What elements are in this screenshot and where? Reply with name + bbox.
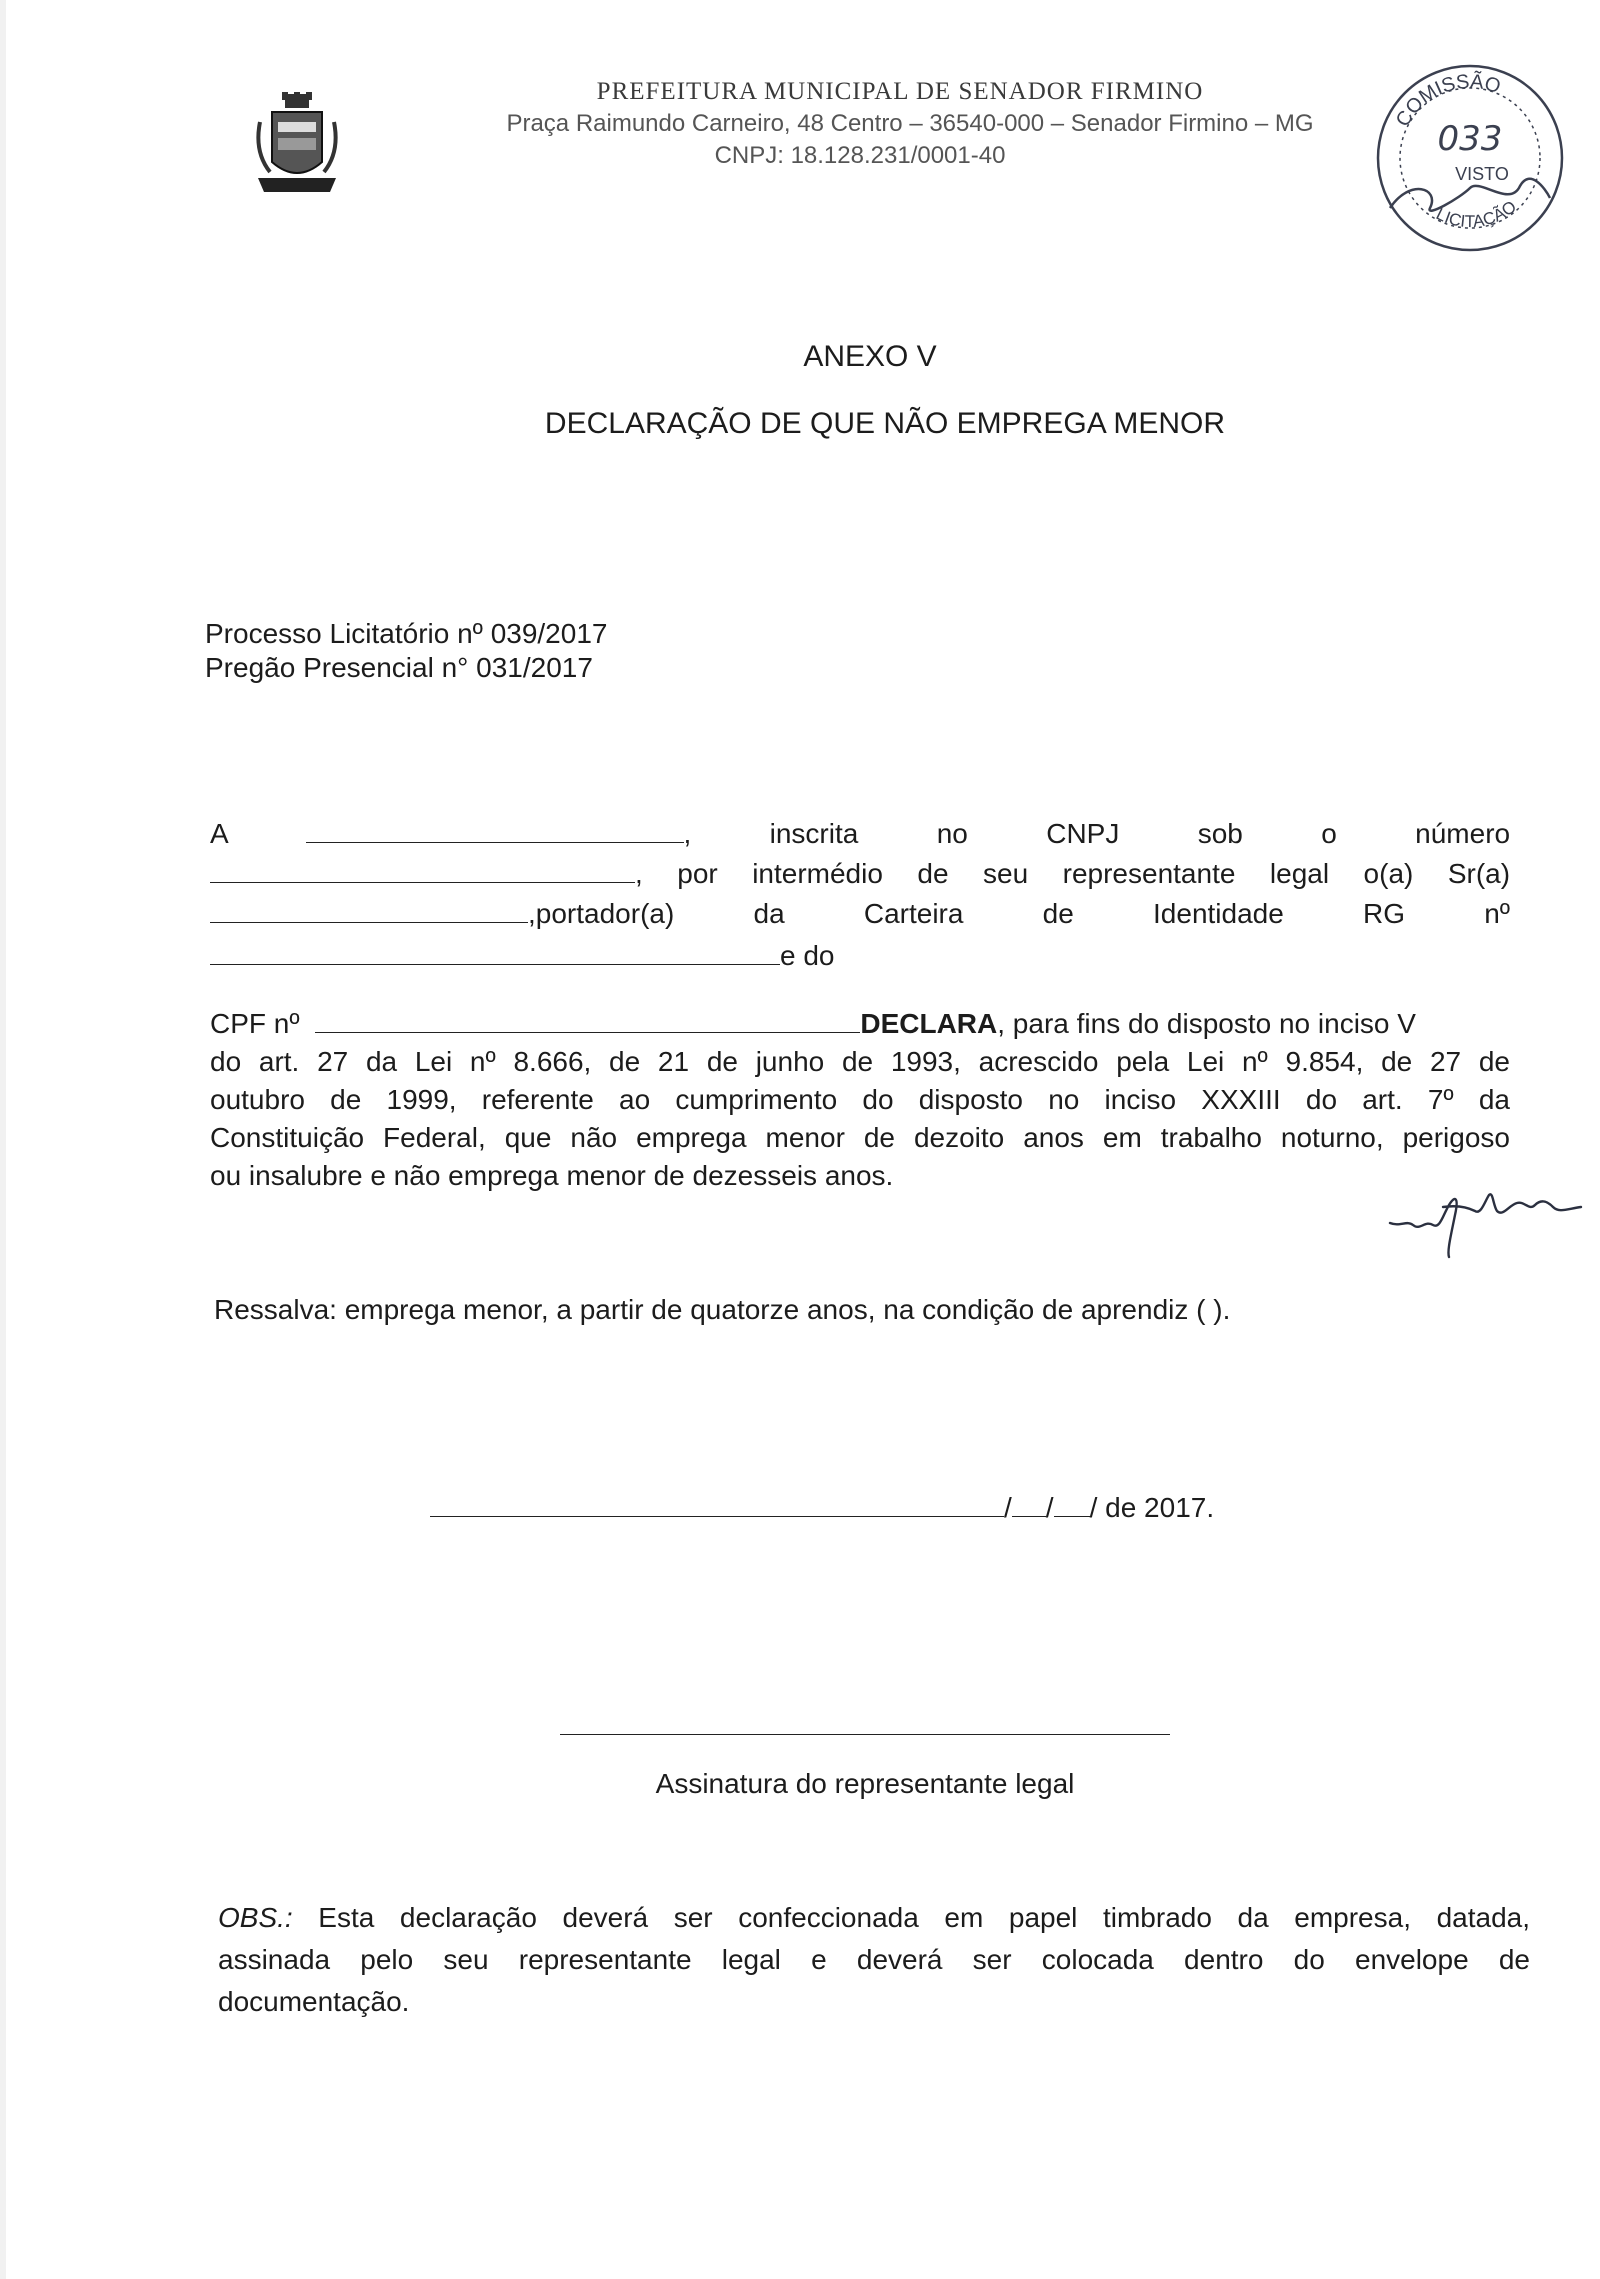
body-line-8: Constituição Federal, que não emprega menor de dezoito anos em trabalho noturno, perigoso bbox=[210, 1122, 1510, 1153]
company-name-field[interactable] bbox=[306, 818, 684, 843]
obs-line-1: OBS.: Esta declaração deverá ser confeccionada em papel timbrado da empresa, datada, bbox=[218, 1902, 1530, 1933]
body-line-5: CPF nº DECLARA, para fins do disposto no inciso V bbox=[210, 1008, 1416, 1039]
process-number: Processo Licitatório nº 039/2017 bbox=[205, 618, 608, 649]
obs-line-2: assinada pelo seu representante legal e deverá ser colocada dentro do envelope de bbox=[218, 1944, 1530, 1975]
signature-line[interactable] bbox=[560, 1734, 1170, 1735]
cnpj-number-field[interactable] bbox=[210, 858, 635, 883]
commission-stamp bbox=[1370, 58, 1570, 258]
body-line-1: A , inscrita no CNPJ sob o número bbox=[210, 818, 1511, 849]
ressalva-line: Ressalva: emprega menor, a partir de quatorze anos, na condição de aprendiz ( ). bbox=[214, 1294, 1231, 1325]
body-line-6: do art. 27 da Lei nº 8.666, de 21 de junho de 1993, acrescido pela Lei nº 9.854, de 27 de bbox=[210, 1046, 1510, 1077]
body-line-9: ou insalubre e não emprega menor de dezesseis anos. bbox=[210, 1160, 894, 1191]
handwritten-initials bbox=[1385, 1165, 1595, 1260]
month-field[interactable] bbox=[1054, 1492, 1090, 1517]
place-field[interactable] bbox=[430, 1492, 1004, 1517]
municipal-crest-icon bbox=[252, 92, 342, 204]
declara-keyword: DECLARA bbox=[860, 1008, 998, 1039]
svg-text:LICITAÇÃO bbox=[1433, 197, 1520, 231]
representative-name-field[interactable] bbox=[210, 898, 528, 923]
obs-label: OBS.: bbox=[218, 1902, 293, 1933]
date-line: / / / de 2017. bbox=[430, 1492, 1214, 1524]
obs-line-3: documentação. bbox=[218, 1986, 410, 2017]
day-field[interactable] bbox=[1012, 1492, 1046, 1517]
annex-heading: ANEXO V bbox=[803, 340, 937, 373]
auction-number: Pregão Presencial n° 031/2017 bbox=[205, 652, 593, 683]
rg-number-field[interactable] bbox=[210, 940, 780, 965]
stamp-number: 033 bbox=[1437, 119, 1503, 159]
body-line-4: e do bbox=[210, 940, 1510, 972]
stamp-visto: VISTO bbox=[1455, 164, 1509, 184]
organization-address: Praça Raimundo Carneiro, 48 Centro – 36540-000 – Senador Firmino – MG bbox=[506, 110, 1314, 137]
body-line-3: ,portador(a) da Carteira de Identidade RG nº bbox=[210, 898, 1510, 930]
body-line-7: outubro de 1999, referente ao cumprimento do disposto no inciso XXXIII do art. 7º da bbox=[210, 1084, 1510, 1115]
stamp-top-text: COMISSÃO bbox=[1391, 70, 1504, 131]
stamp-bottom-text: LICITAÇÃO bbox=[1433, 196, 1520, 232]
body-line-2: , por intermédio de seu representante legal o(a) Sr(a) bbox=[210, 858, 1510, 890]
signature-label: Assinatura do representante legal bbox=[655, 1768, 1075, 1799]
organization-name: PREFEITURA MUNICIPAL DE SENADOR FIRMINO bbox=[596, 78, 1204, 105]
organization-cnpj: CNPJ: 18.128.231/0001-40 bbox=[714, 142, 1006, 169]
cpf-number-field[interactable] bbox=[315, 1008, 860, 1033]
document-title: DECLARAÇÃO DE QUE NÃO EMPREGA MENOR bbox=[544, 407, 1226, 440]
